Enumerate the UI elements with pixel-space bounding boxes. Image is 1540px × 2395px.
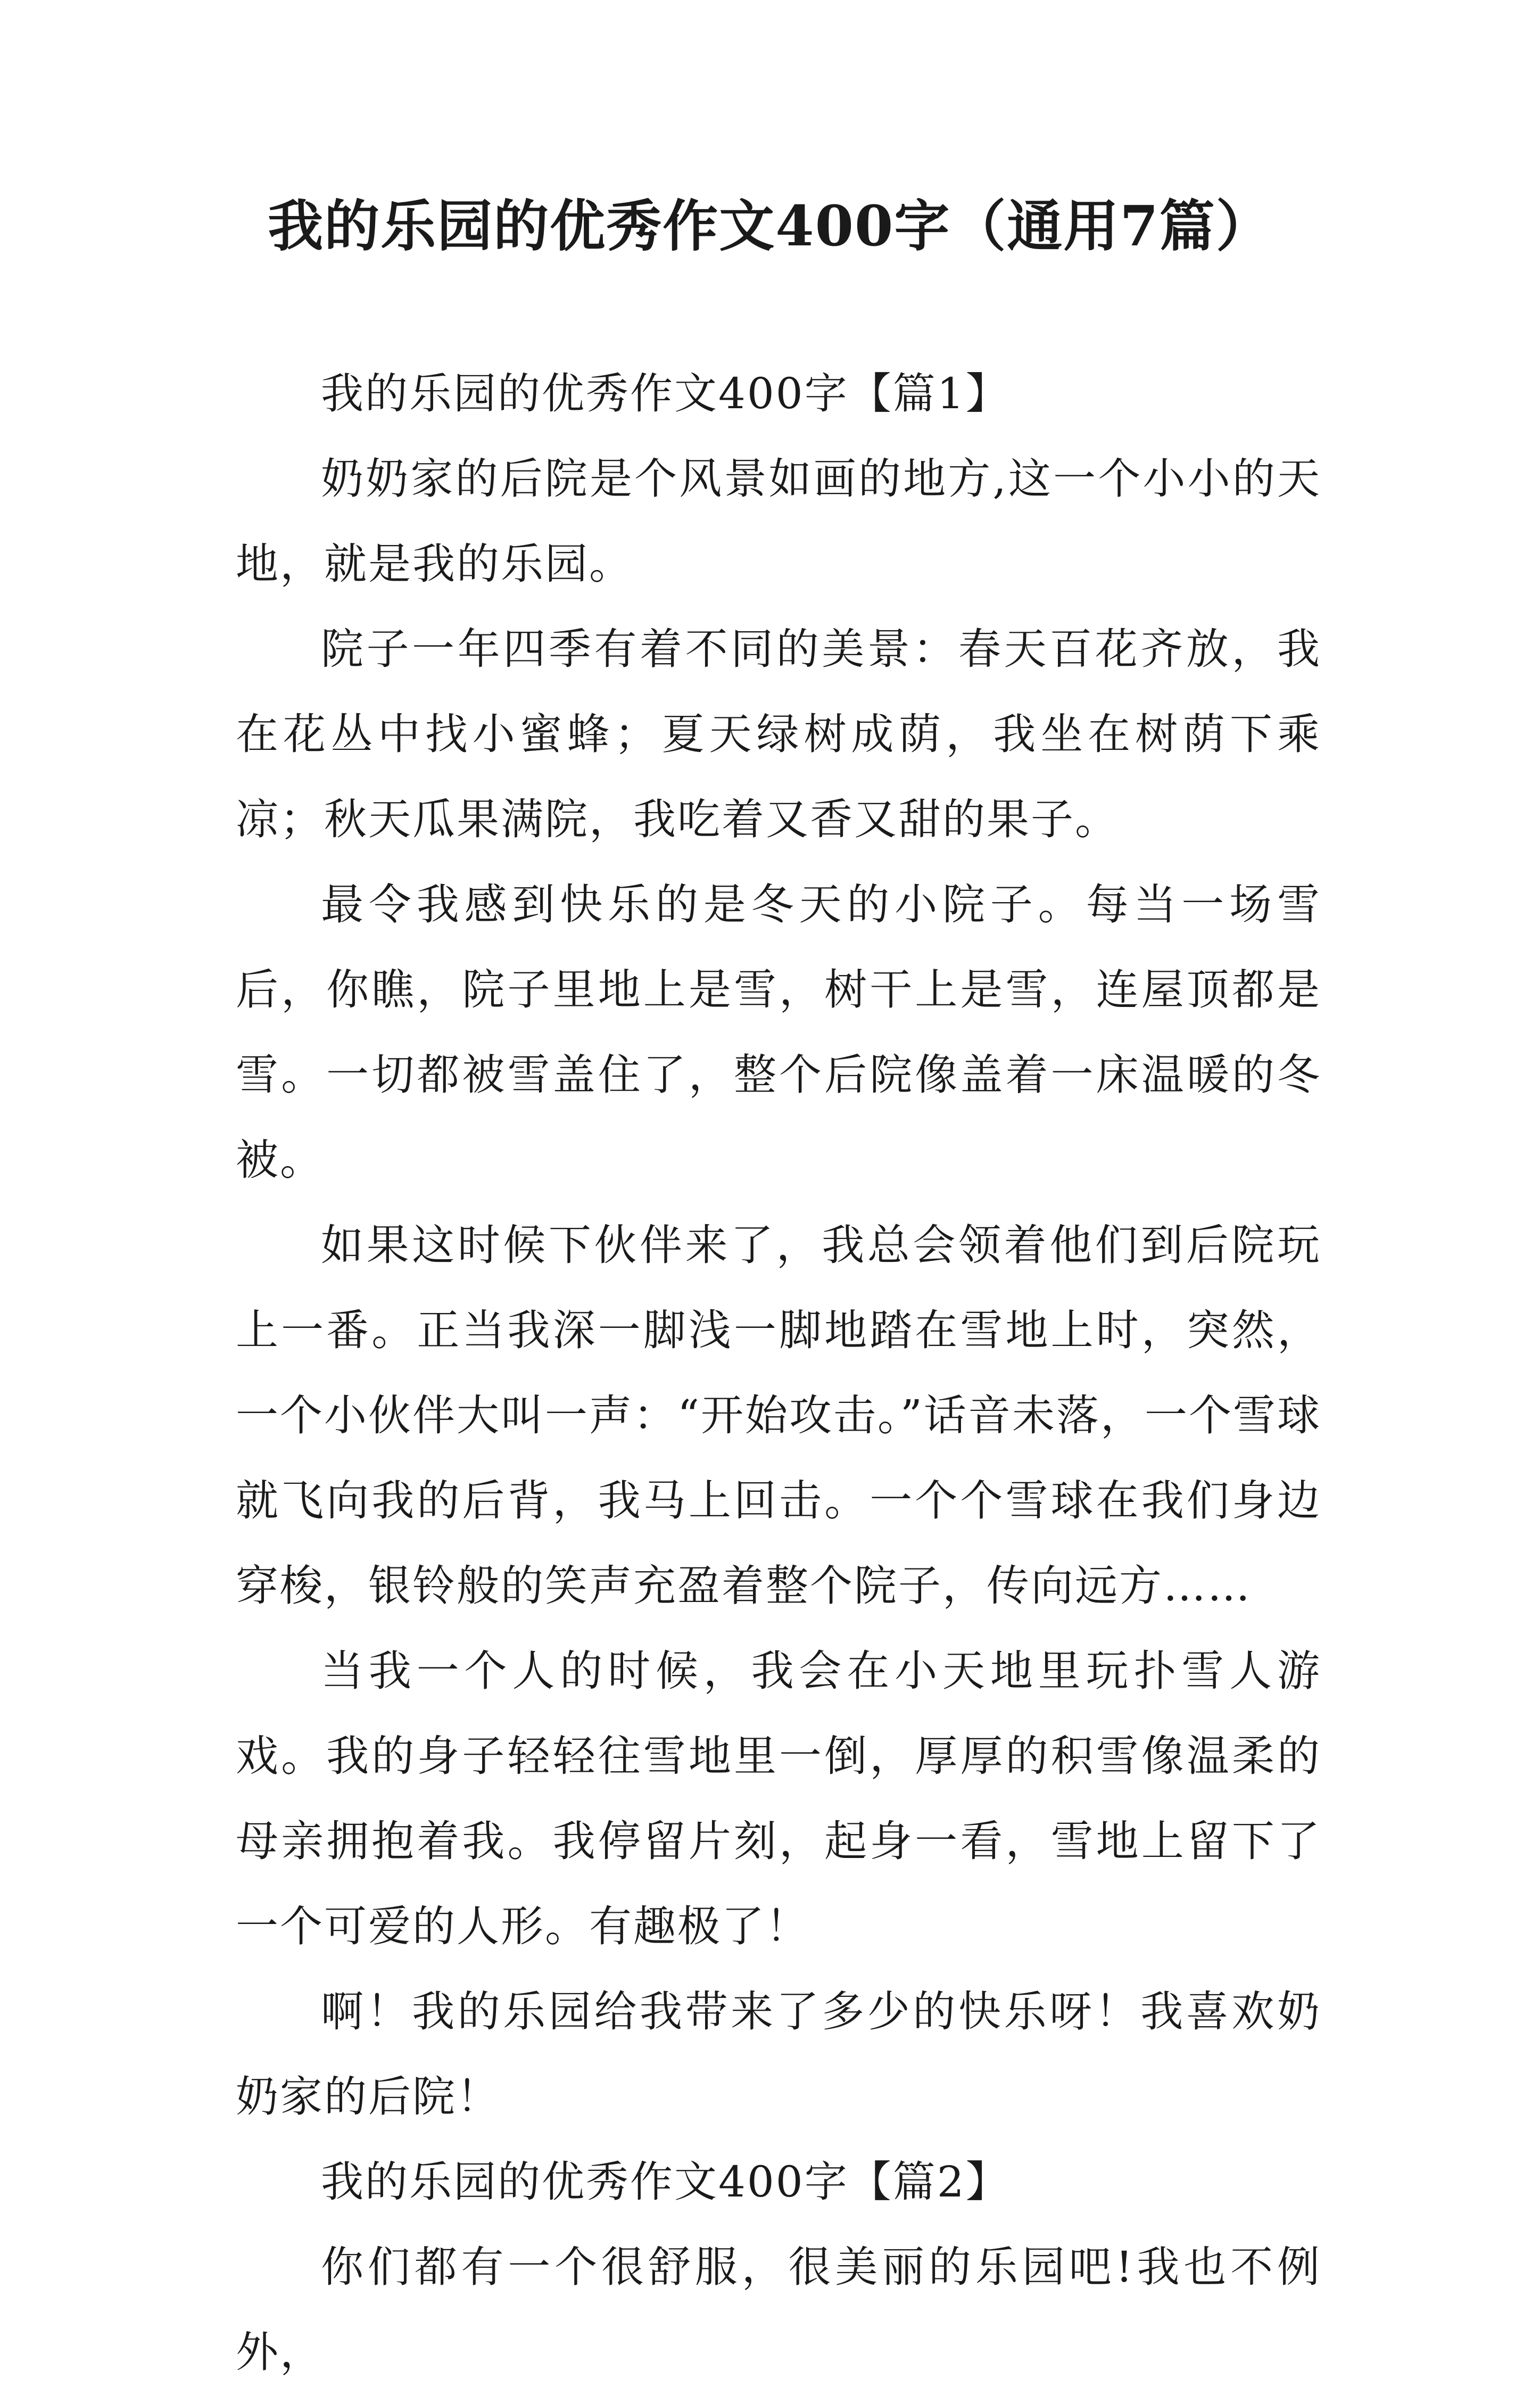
paragraph: 你们都有一个很舒服，很美丽的乐园吧!我也不例外， [236,2242,1321,2377]
paragraph: 啊！我的乐园给我带来了多少的快乐呀！我喜欢奶奶家的后院！ [236,1987,1321,2121]
document-title: 我的乐园的优秀作文400字（通用7篇） [268,193,1272,259]
section-heading-2: 我的乐园的优秀作文400字【篇2】 [321,2157,1010,2207]
paragraph: 如果这时候下伙伴来了，我总会领着他们到后院玩上一番。正当我深一脚浅一脚地踏在雪地上时，突然，一个小伙伴大叫一声：“开始攻击。”话音未落，一个雪球就飞向我的后背，我马上回击。一个个雪球在我们身边穿梭，银铃般的笑声充盈着整个院子，传向远方…… [236,1220,1321,1611]
paragraph: 院子一年四季有着不同的美景：春天百花齐放，我在花丛中找小蜜蜂；夏天绿树成荫，我坐在树荫下乘凉；秋天瓜果满院，我吃着又香又甜的果子。 [236,624,1321,844]
section-heading-1: 我的乐园的优秀作文400字【篇1】 [321,369,1010,418]
paragraph: 当我一个人的时候，我会在小天地里玩扑雪人游戏。我的身子轻轻往雪地里一倒，厚厚的积雪像温柔的母亲拥抱着我。我停留片刻，起身一看，雪地上留下了一个可爱的人形。有趣极了！ [236,1646,1321,1951]
document-body [236,351,1321,2395]
paragraph: 最令我感到快乐的是冬天的小院子。每当一场雪后，你瞧，院子里地上是雪，树干上是雪，连屋顶都是雪。一切都被雪盖住了，整个后院像盖着一床温暖的冬被。 [236,880,1321,1185]
paragraph: 奶奶家的后院是个风景如画的地方,这一个小小的天地，就是我的乐园。 [236,454,1321,589]
